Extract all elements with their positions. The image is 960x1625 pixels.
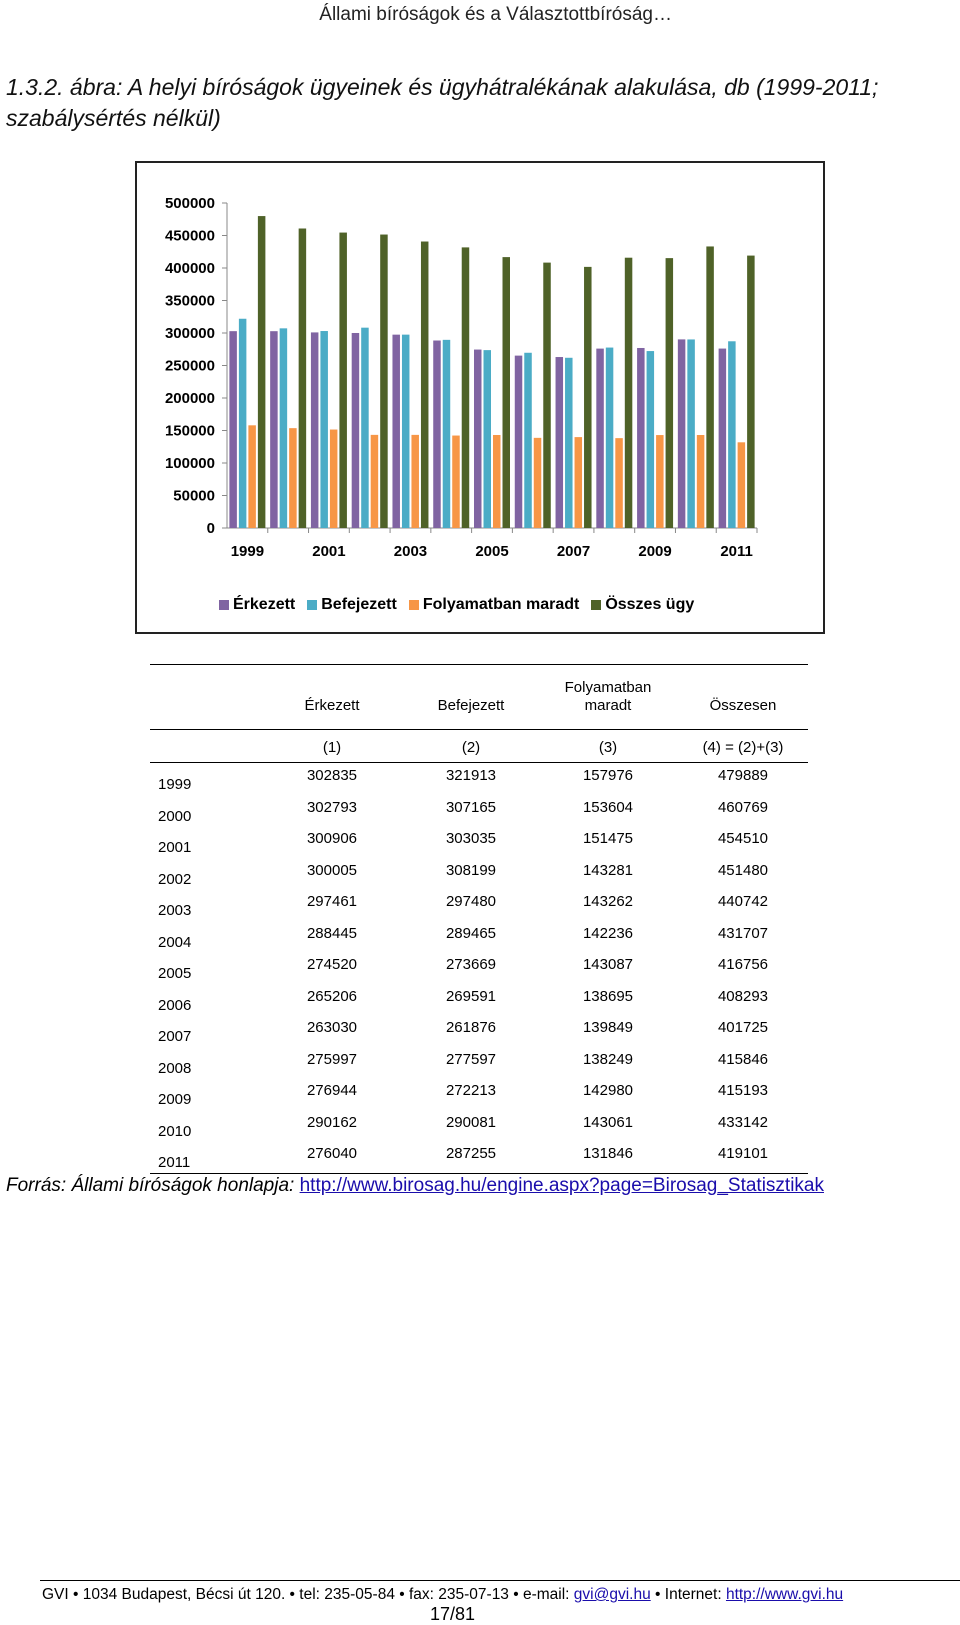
bar-folyamatban-maradt-2009 (656, 435, 664, 528)
table-cell-c2: 261876 (445, 1019, 497, 1036)
table-cell-c4: 401725 (717, 1019, 769, 1036)
bar--sszes-gy-2002 (380, 235, 388, 528)
legend-label: Érkezett (233, 596, 296, 613)
table-top-rule (150, 664, 808, 665)
x-tick-label: 2003 (393, 543, 428, 560)
footer-rule (40, 1580, 960, 1581)
bar-befejezett-2003 (402, 335, 410, 528)
table-cell-c4: 416756 (717, 956, 769, 973)
row-year: 2004 (158, 933, 192, 951)
table-row (150, 893, 810, 924)
bar-folyamatban-maradt-2006 (534, 438, 542, 528)
table-cell-c2: 289465 (445, 924, 497, 942)
legend-swatch-befejezett (307, 600, 317, 610)
table-cell-c1: 300906 (306, 830, 358, 847)
running-header: Állami bíróságok és a Választottbíróság… (319, 4, 672, 25)
bar-folyamatban-maradt-2001 (330, 430, 338, 528)
row-year: 1999 (158, 776, 192, 793)
bar-folyamatban-maradt-2004 (452, 436, 460, 528)
footer-website-link[interactable]: http://www.gvi.hu (725, 1586, 844, 1603)
page-footer (42, 1586, 843, 1604)
bar-chart (137, 163, 823, 632)
y-tick-label: 100000 (164, 455, 215, 472)
table-cell-c4: 454510 (717, 830, 769, 847)
subheader-4: (4) = (2)+(3) (702, 739, 784, 756)
table-cell-c2: 308199 (445, 861, 497, 879)
bar-folyamatban-maradt-1999 (248, 425, 256, 528)
row-year: 2011 (158, 1154, 191, 1171)
y-tick-label: 500000 (164, 195, 215, 212)
table-cell-c3: 142980 (582, 1082, 634, 1099)
chart-legend (219, 596, 694, 614)
table-row (150, 1114, 810, 1145)
legend-item-osszes (591, 596, 694, 614)
bar--sszes-gy-2010 (706, 246, 714, 528)
table-cell-c4: 433142 (717, 1113, 769, 1131)
table-row (150, 1051, 810, 1082)
table-cell-c1: 276040 (306, 1145, 358, 1162)
table-cell-c3: 143281 (582, 861, 634, 879)
legend-label: Befejezett (321, 596, 397, 613)
table-cell-c1: 265206 (306, 987, 358, 1005)
legend-item-befejezett (307, 596, 397, 614)
chart-frame (135, 161, 825, 634)
bar--rkezett-2009 (637, 348, 645, 528)
row-year: 2005 (158, 965, 192, 982)
bar-folyamatban-maradt-2003 (411, 435, 419, 528)
x-tick-label: 2011 (720, 543, 753, 560)
bar--rkezett-2008 (596, 349, 604, 528)
table-cell-c1: 300005 (306, 861, 358, 879)
table-cell-c4: 408293 (717, 987, 769, 1005)
table-cell-c4: 419101 (717, 1145, 769, 1162)
source-link[interactable]: http://www.birosag.hu/engine.aspx?page=Birosag_Statisztikak (299, 1175, 824, 1196)
x-tick-label: 2001 (312, 543, 346, 560)
legend-swatch-erkezett (219, 600, 229, 610)
table-cell-c2: 321913 (445, 767, 497, 784)
y-tick-label: 250000 (164, 357, 215, 375)
bar--sszes-gy-2005 (503, 257, 511, 528)
row-year: 2006 (158, 996, 192, 1014)
table-row (150, 925, 810, 956)
table-row (150, 1145, 810, 1176)
table-cell-c3: 131846 (582, 1145, 634, 1162)
legend-label: Folyamatban maradt (422, 596, 580, 613)
table-cell-c1: 274520 (306, 956, 358, 973)
table-cell-c1: 297461 (306, 893, 358, 910)
bar-befejezett-2006 (524, 353, 532, 528)
col-header-befejezett: Befejezett (437, 697, 505, 714)
table-cell-c4: 440742 (717, 893, 769, 910)
table-cell-c4: 415846 (717, 1050, 769, 1068)
table-cell-c1: 302835 (306, 767, 358, 784)
legend-swatch-osszes (591, 600, 601, 610)
bar--rkezett-2006 (515, 356, 523, 528)
bar-befejezett-2008 (606, 348, 614, 528)
bar--sszes-gy-1999 (258, 216, 266, 528)
table-cell-c2: 269591 (445, 987, 497, 1005)
table-cell-c1: 290162 (306, 1113, 358, 1131)
col-header-erkezett: Érkezett (304, 697, 360, 714)
bar--sszes-gy-2001 (339, 233, 347, 528)
table-cell-c3: 143262 (582, 893, 634, 910)
y-tick-label: 350000 (164, 292, 215, 310)
bar--rkezett-2005 (474, 350, 482, 528)
footer-email-link[interactable]: gvi@gvi.hu (573, 1586, 651, 1603)
bar-befejezett-2005 (484, 350, 492, 528)
footer-internet-label: • Internet: (655, 1586, 722, 1603)
table-cell-c3: 142236 (582, 924, 634, 942)
table-cell-c1: 275997 (306, 1050, 358, 1068)
bar-befejezett-2010 (687, 339, 695, 528)
table-cell-c3: 157976 (582, 767, 634, 784)
table-row (150, 767, 810, 798)
figure-caption: 1.3.2. ábra: A helyi bíróságok ügyeinek és ügyhátralékának alakulása, db (1999-2011; szabálysértés nélkül) (6, 74, 879, 131)
y-tick-label: 400000 (164, 260, 215, 277)
row-year: 2002 (158, 870, 192, 888)
bar--sszes-gy-2011 (747, 256, 755, 528)
table-cell-c3: 153604 (582, 798, 634, 816)
y-tick-label: 200000 (164, 390, 215, 407)
x-tick-label: 2005 (475, 543, 509, 560)
bar--sszes-gy-2000 (299, 229, 307, 528)
table-cell-c4: 431707 (717, 924, 769, 942)
table-cell-c3: 151475 (582, 830, 634, 847)
table-row (150, 988, 810, 1019)
table-row (150, 862, 810, 893)
table-row (150, 956, 810, 987)
legend-item-folyamatban (409, 596, 579, 614)
source-note (6, 1175, 824, 1197)
table-cell-c1: 263030 (306, 1019, 358, 1036)
bar-befejezett-2007 (565, 358, 573, 528)
y-tick-label: 300000 (164, 325, 215, 342)
y-tick-label: 50000 (173, 487, 215, 505)
table-cell-c1: 288445 (306, 924, 358, 942)
legend-swatch-folyamatban (409, 600, 419, 610)
x-tick-label: 2009 (638, 543, 672, 560)
table-cell-c2: 290081 (445, 1113, 497, 1131)
bar-befejezett-2011 (728, 341, 736, 528)
col-header-folyamatban: Folyamatban maradt (564, 679, 652, 714)
row-year: 2010 (158, 1122, 192, 1140)
table-cell-c3: 143087 (582, 956, 634, 973)
table-bottom-rule (150, 1173, 808, 1174)
table-cell-c3: 138249 (582, 1050, 634, 1068)
y-tick-label: 150000 (164, 422, 215, 440)
page-number: 17/81 (430, 1604, 476, 1624)
table-cell-c4: 415193 (717, 1082, 769, 1099)
bar-folyamatban-maradt-2008 (615, 438, 623, 528)
bar--rkezett-2007 (556, 357, 564, 528)
bar-befejezett-1999 (239, 319, 247, 528)
row-year: 2007 (158, 1028, 192, 1045)
row-year: 2001 (158, 839, 192, 856)
bar--rkezett-2001 (311, 332, 319, 528)
table-cell-c3: 138695 (582, 987, 634, 1005)
bar-befejezett-2009 (647, 351, 655, 528)
bar-befejezett-2000 (280, 328, 288, 528)
x-tick-label: 2007 (556, 543, 591, 560)
table-cell-c4: 451480 (717, 861, 769, 879)
bar-befejezett-2001 (320, 331, 328, 528)
bar--rkezett-2011 (719, 349, 727, 528)
bar--rkezett-2004 (433, 341, 441, 528)
bar-folyamatban-maradt-2010 (697, 435, 705, 528)
table-row (150, 830, 810, 861)
table-cell-c2: 272213 (445, 1082, 497, 1099)
table-cell-c4: 479889 (717, 767, 769, 784)
bar-befejezett-2002 (361, 328, 369, 528)
row-year: 2009 (158, 1091, 192, 1108)
source-label: Forrás: Állami bíróságok honlapja: (6, 1175, 295, 1196)
bar--sszes-gy-2003 (421, 242, 429, 528)
table-header-rule (150, 729, 808, 730)
table-row (150, 1082, 810, 1113)
bar--rkezett-2003 (392, 335, 400, 528)
table-row (150, 799, 810, 830)
table-cell-c4: 460769 (717, 798, 769, 816)
bar--sszes-gy-2004 (462, 247, 470, 528)
y-tick-label: 450000 (164, 227, 215, 245)
table-cell-c3: 139849 (582, 1019, 634, 1036)
table-cell-c2: 297480 (445, 893, 497, 910)
bar-folyamatban-maradt-2011 (738, 442, 746, 528)
bar-folyamatban-maradt-2000 (289, 428, 297, 528)
table-cell-c2: 307165 (445, 798, 497, 816)
bar--sszes-gy-2007 (584, 267, 592, 528)
table-cell-c2: 303035 (445, 830, 497, 847)
subheader-1: (1) (322, 739, 342, 756)
bar-befejezett-2004 (443, 340, 451, 528)
bar--sszes-gy-2006 (543, 263, 551, 528)
bar--rkezett-2000 (270, 331, 278, 528)
legend-item-erkezett (219, 596, 295, 614)
y-tick-label: 0 (206, 520, 215, 537)
table-cell-c3: 143061 (582, 1113, 634, 1131)
bar-folyamatban-maradt-2007 (575, 437, 583, 528)
table-cell-c2: 277597 (445, 1050, 497, 1068)
subheader-2: (2) (461, 739, 481, 756)
table-cell-c2: 273669 (445, 956, 497, 973)
bar-folyamatban-maradt-2005 (493, 435, 501, 528)
table-cell-c2: 287255 (445, 1145, 497, 1162)
bar--rkezett-2002 (352, 333, 360, 528)
col-header-osszesen: Összesen (709, 697, 777, 714)
table-cell-c1: 276944 (306, 1082, 358, 1099)
footer-address: GVI • 1034 Budapest, Bécsi út 120. • tel: 235-05-84 • fax: 235-07-13 • e-mail: (42, 1586, 570, 1603)
bar--rkezett-1999 (229, 331, 237, 528)
table-cell-c1: 302793 (306, 798, 358, 816)
table-row (150, 1019, 810, 1050)
bar--sszes-gy-2008 (625, 258, 633, 528)
bar-folyamatban-maradt-2002 (371, 435, 379, 528)
x-tick-label: 1999 (230, 543, 265, 560)
bar--rkezett-2010 (678, 339, 686, 528)
legend-label: Összes ügy (605, 596, 695, 613)
row-year: 2000 (158, 807, 192, 825)
row-year: 2008 (158, 1059, 192, 1077)
table-subheader-rule (150, 762, 808, 763)
row-year: 2003 (158, 902, 192, 919)
bar--sszes-gy-2009 (666, 258, 674, 528)
subheader-3: (3) (598, 739, 618, 756)
